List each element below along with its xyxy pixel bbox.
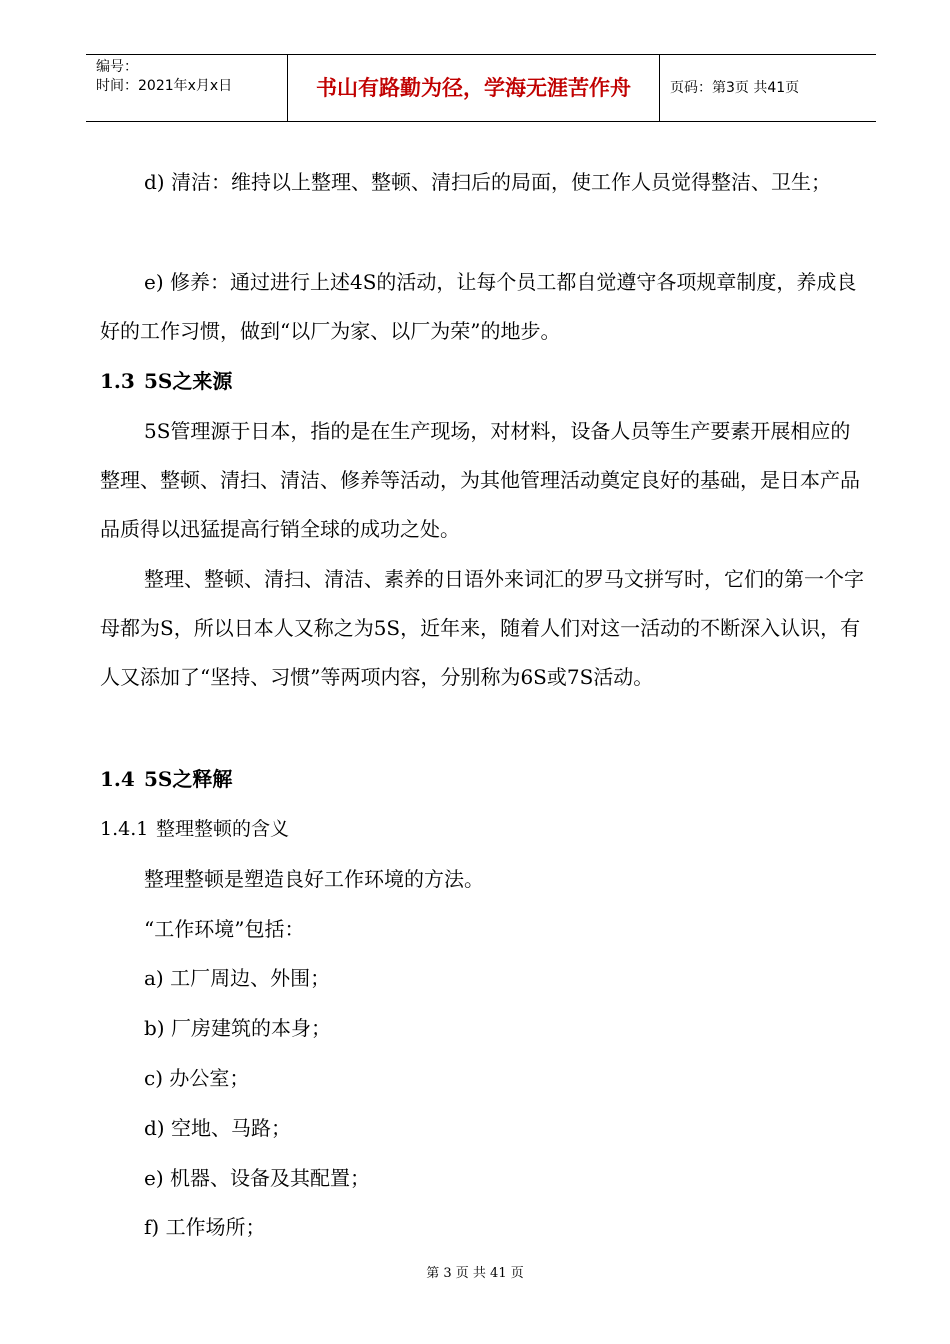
- page-header: [86, 54, 876, 122]
- subsection-title: 整理整顿的含义: [156, 818, 290, 840]
- section-heading-1-4: [100, 764, 232, 794]
- header-meta: [86, 55, 287, 121]
- paragraph-env-intro: “工作环境”包括：: [144, 917, 305, 941]
- list-item: d) 空地、马路；: [144, 1116, 291, 1140]
- list-item: f) 工作场所；: [144, 1215, 266, 1239]
- subsection-heading-1-4-1: [100, 814, 289, 844]
- list-item: a) 工厂周边、外围；: [144, 966, 331, 990]
- section-number: 1.3: [100, 369, 135, 393]
- document-time-label: 时间：2021年x月x日: [96, 78, 233, 94]
- paragraph-origin-2: 整理、整顿、清扫、清洁、素养的日语外来词汇的罗马文拼写时，它们的第一个字母都为S，所以日本人又称之为5S，近年来，随着人们对这一活动的不断深入认识，有人又添加了“坚持、习惯”等两项内容，分别称为6S或7S活动。: [100, 567, 864, 689]
- document-number-label: 编号：: [96, 59, 138, 75]
- subsection-number: 1.4.1: [100, 818, 149, 840]
- list-item: c) 办公室；: [144, 1066, 250, 1090]
- paragraph-origin-1: 5S管理源于日本，指的是在生产现场，对材料，设备人员等生产要素开展相应的整理、整顿、清扫、清洁、修养等活动，为其他管理活动奠定良好的基础，是日本产品品质得以迅猛提高行销全球的成功之处。: [100, 419, 860, 541]
- header-motto: 书山有路勤为径，学海无涯苦作舟: [287, 55, 660, 121]
- list-item: e) 机器、设备及其配置；: [144, 1166, 370, 1190]
- section-title: 5S之释解: [144, 767, 233, 791]
- list-item: b) 厂房建筑的本身；: [144, 1016, 331, 1040]
- paragraph-discipline: e) 修养：通过进行上述4S的活动，让每个员工都自觉遵守各项规章制度，养成良好的工作习惯，做到“以厂为家、以厂为荣”的地步。: [100, 270, 857, 343]
- paragraph-method: 整理整顿是塑造良好工作环境的方法。: [144, 867, 484, 891]
- section-heading-1-3: [100, 366, 232, 396]
- header-page-label: 页码：第3页 共41页: [670, 80, 800, 96]
- section-number: 1.4: [100, 767, 135, 791]
- section-title: 5S之来源: [144, 369, 233, 393]
- paragraph-cleanliness: d) 清洁：维持以上整理、整顿、清扫后的局面，使工作人员觉得整洁、卫生；: [144, 170, 831, 194]
- page-footer: 第 3 页 共 41 页: [426, 1266, 524, 1281]
